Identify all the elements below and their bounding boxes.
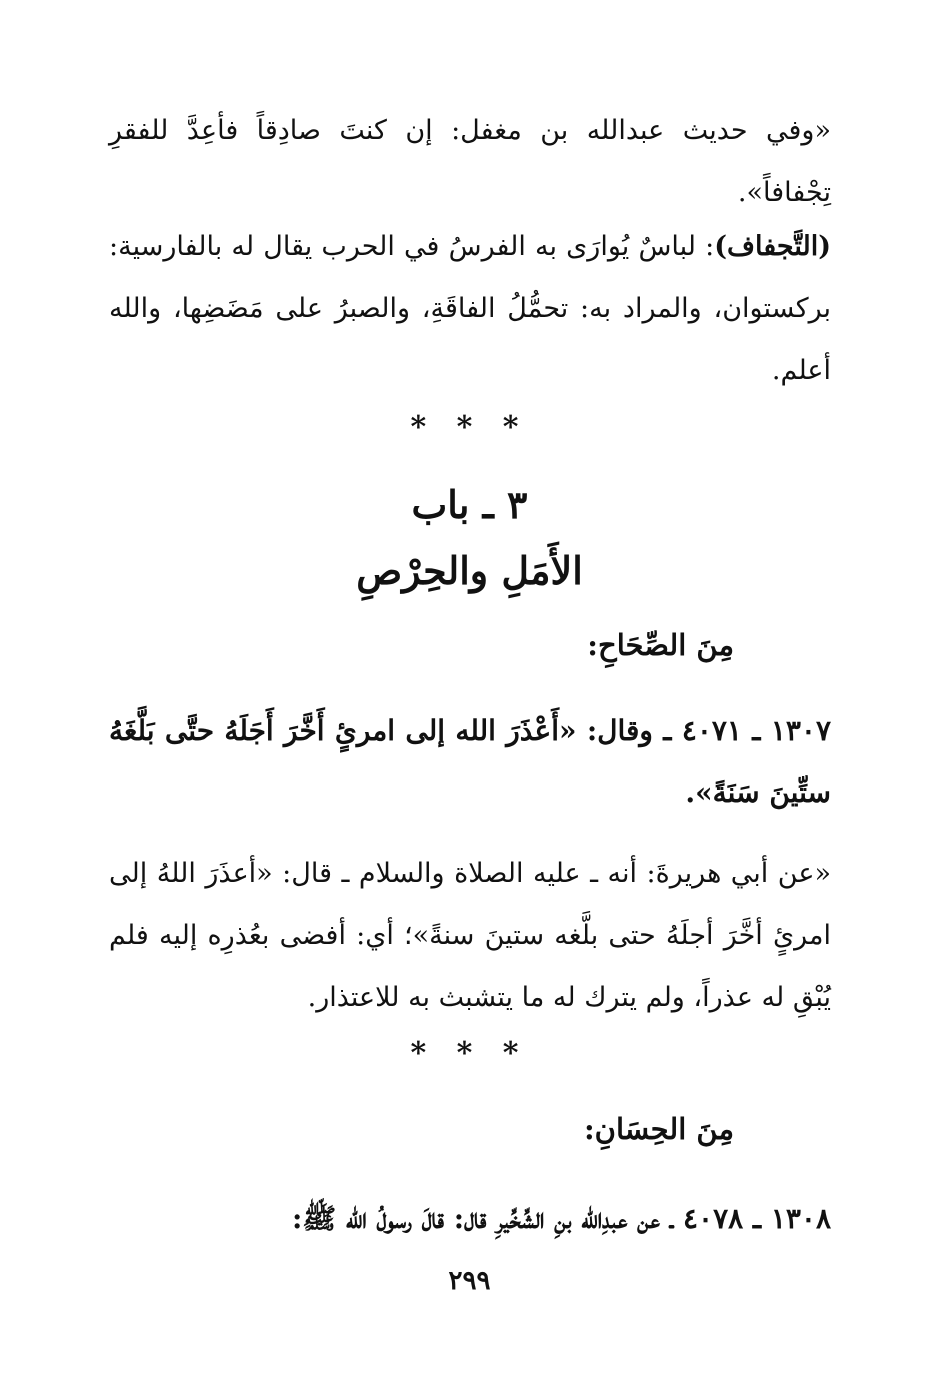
commentary-paragraph — [109, 843, 831, 1029]
page-number: ٢٩٩ — [448, 1266, 491, 1296]
defined-term: (التَّجفاف) — [714, 231, 831, 262]
hadith-1307 — [109, 700, 831, 824]
paragraph-hadith-abdullah — [109, 100, 831, 224]
section-heading-hisan: مِنَ الحِسَانِ: — [583, 1112, 734, 1146]
commentary-text: «عن أبي هريرةَ: أنه ـ عليه الصلاة والسلام ـ قال: «أعذَرَ اللهُ إلى امرئٍ أخَّرَ أجلَهُ حتى بلَّغه ستينَ سنةً»؛ أي: أفضى بعُذرِه إليه فلم يُبْقِ له عذراً، ولم يترك له ما يتشبث به للاعتذار. — [109, 858, 831, 1013]
paragraph-tajfaf-definition — [109, 216, 831, 402]
section-separator: * * * — [410, 1036, 529, 1071]
hadith-text: ١٣٠٨ ـ ٤٠٧٨ ـ عن عبدِالله بنِ الشِّخِّيرِ قال: قالَ رسولُ الله ﷺ: — [291, 1202, 831, 1235]
chapter-number: ٣ ـ باب — [411, 482, 528, 527]
section-heading-sihah: مِنَ الصِّحَاحِ: — [587, 628, 734, 662]
section-separator: * * * — [410, 410, 529, 445]
paragraph-text: «وفي حديث عبدالله بن مغفل: إن كنتَ صادِقاً فأعِدَّ للفقرِ تِجْفافاً». — [109, 115, 831, 208]
definition-text: : لباسٌ يُوارَى به الفرسُ في الحرب يقال له بالفارسية: بركستوان، والمراد به: تحمُّلُ الفاقَةِ، والصبرُ على مَضَضِها، والله أعلم. — [109, 231, 831, 386]
definition-paragraph — [109, 216, 831, 402]
hadith-1308 — [109, 1188, 831, 1250]
hadith-text: ١٣٠٧ ـ ٤٠٧١ ـ وقال: «أَعْذَرَ الله إلى امرئٍ أَخَّرَ أَجَلَهُ حتَّى بَلَّغَهُ ستِّينَ سَنَةً». — [109, 714, 831, 809]
chapter-title: الأَمَلِ والحِرْصِ — [356, 548, 583, 593]
